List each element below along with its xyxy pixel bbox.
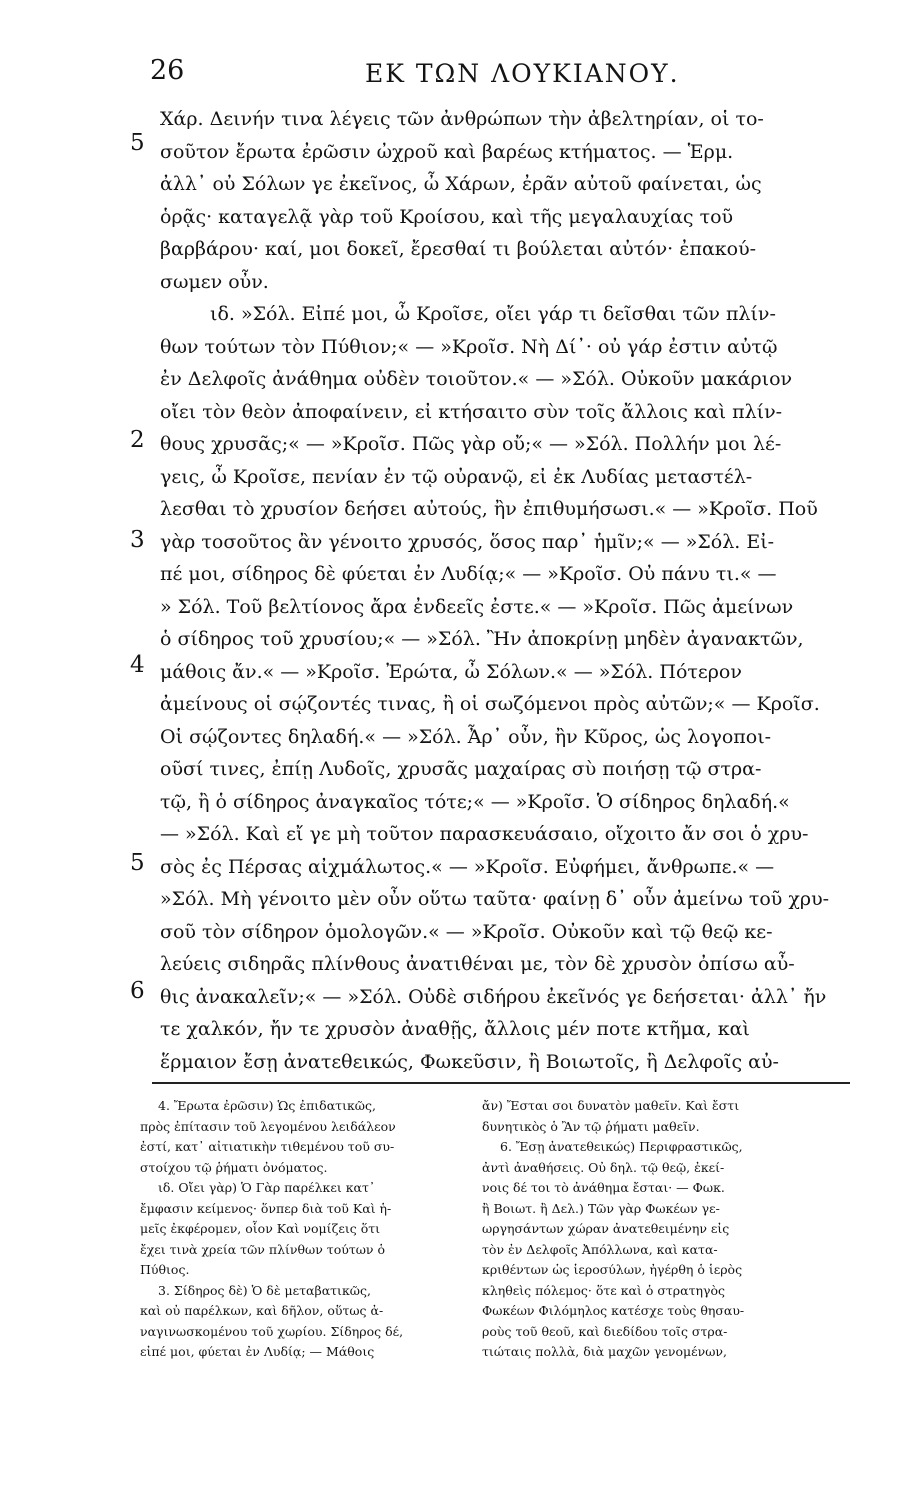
footnote-line: δυνητικὸς ὁ Ἂν τῷ ῥήματι μαθεῖν. xyxy=(482,1118,700,1134)
footnote-line: Φωκέων Φιλόμηλος κατέσχε τοὺς θησαυ- xyxy=(482,1303,745,1318)
page-number: 26 xyxy=(150,55,185,86)
text-line: σοῦ τὸν σίδηρον ὁμολογῶν.« — »Κροῖσ. Οὐκοῦν καὶ τῷ θεῷ κε- xyxy=(160,920,773,943)
footnote-line: τὸν ἐν Δελφοῖς Ἀπόλλωνα, καὶ κατα- xyxy=(482,1241,718,1257)
text-line: ἀλλ᾽ οὐ Σόλων γε ἐκεῖνος, ὦ Χάρων, ἐρᾶν αὐτοῦ φαίνεται, ὡς xyxy=(160,173,762,195)
text-line: Χάρ. Δεινήν τινα λέγεις τῶν ἀνθρώπων τὴν ἀβελτηρίαν, οἱ το- xyxy=(160,108,764,130)
text-line: ἕρμαιον ἔσῃ ἀνατεθεικώς, Φωκεῦσιν, ἢ Βοιωτοῖς, ἢ Δελφοῖς αὐ- xyxy=(160,1050,779,1073)
text-line: γεις, ὦ Κροῖσε, πενίαν ἐν τῷ οὐρανῷ, εἰ ἐκ Λυδίας μεταστέλ- xyxy=(160,465,753,488)
text-line: μάθοις ἄν.« — »Κροῖσ. Ἐρώτα, ὦ Σόλων.« — »Σόλ. Πότερον xyxy=(160,660,742,683)
footnote-line: καὶ οὐ παρέλκων, καὶ δῆλον, οὕτως ἀ- xyxy=(140,1303,384,1318)
text-line: ὁ σίδηρος τοῦ χρυσίου;« — »Σόλ. Ἢν ἀποκρίνῃ μηδὲν ἀγανακτῶν, xyxy=(160,628,804,650)
footnote-line: Πύθιος. xyxy=(140,1262,190,1277)
footnote-line: πρὸς ἐπίτασιν τοῦ λεγομένου λειδάλεον xyxy=(140,1118,396,1134)
footnote-rule xyxy=(152,1082,850,1084)
margin-line-number: 5 xyxy=(130,850,145,876)
footnote-line: νοις δέ τοι τὸ ἀνάθημα ἔσται· — Φωκ. xyxy=(482,1180,725,1195)
footnotes-left-column xyxy=(140,1096,465,1363)
footnote-line: ιδ. Οἴει γὰρ) Ὁ Γὰρ παρέλκει κατ᾽ xyxy=(158,1180,376,1195)
text-line: σοῦτον ἔρωτα ἐρῶσιν ὠχροῦ καὶ βαρέως κτήματος. — Ἑρμ. xyxy=(160,140,734,163)
footnote-line: ἔμφασιν κείμενος· ὅνπερ διὰ τοῦ Καὶ ἡ- xyxy=(140,1200,392,1216)
footnote-line: κριθέντων ὡς ἱεροσύλων, ἠγέρθη ὁ ἱερὸς xyxy=(482,1262,743,1277)
text-line: βαρβάρου· καί, μοι δοκεῖ, ἔρεσθαί τι βούλεται αὐτόν· ἐπακού- xyxy=(160,238,757,260)
footnotes-right-column xyxy=(482,1096,852,1363)
text-line: θων τούτων τὸν Πύθιον;« — »Κροῖσ. Νὴ Δί᾽· οὐ γάρ ἐστιν αὐτῷ xyxy=(160,335,778,358)
text-line: ἐν Δελφοῖς ἀνάθημα οὐδὲν τοιοῦτον.« — »Σόλ. Οὐκοῦν μακάριον xyxy=(160,368,793,390)
footnote-line: ωργησάντων χώραν ἀνατεθειμένην εἰς xyxy=(482,1221,730,1236)
footnote-line: κληθεὶς πόλεμος· ὅτε καὶ ὁ στρατηγὸς xyxy=(482,1282,725,1298)
footnote-line: ἢ Βοιωτ. ἢ Δελ.) Τῶν γὰρ Φωκέων γε- xyxy=(482,1200,720,1216)
text-line: λεσθαι τὸ χρυσίον δεήσει αὐτούς, ἢν ἐπιθυμήσωσι.« — »Κροῖσ. Ποῦ xyxy=(160,498,818,520)
margin-line-number: 2 xyxy=(130,427,145,453)
text-line: οῦσί τινες, ἐπίῃ Λυδοῖς, χρυσᾶς μαχαίρας σὺ ποιήσῃ τῷ στρα- xyxy=(160,758,762,780)
text-line: ιδ. »Σόλ. Εἰπέ μοι, ὦ Κροῖσε, οἴει γάρ τι δεῖσθαι τῶν πλίν- xyxy=(210,303,776,325)
text-line: γὰρ τοσοῦτος ἂν γένοιτο χρυσός, ὅσος παρ᾽ ἡμῖν;« — »Σόλ. Εἰ- xyxy=(160,530,775,553)
margin-line-number: 3 xyxy=(130,527,145,553)
footnote-line: 4. Ἔρωτα ἐρῶσιν) Ὡς ἐπιδατικῶς, xyxy=(158,1098,376,1113)
text-line: οἴει τὸν θεὸν ἀποφαίνειν, εἰ κτήσαιτο σὺν τοῖς ἄλλοις καὶ πλίν- xyxy=(160,400,783,423)
text-line: ὁρᾷς· καταγελᾷ γὰρ τοῦ Κροίσου, καὶ τῆς μεγαλαυχίας τοῦ xyxy=(160,205,734,228)
text-line: σωμεν οὖν. xyxy=(160,270,269,293)
footnote-line: ἀντὶ ἀναθήσεις. Οὐ δηλ. τῷ θεῷ, ἐκεί- xyxy=(482,1159,725,1175)
footnote-line: ἐστί, κατ᾽ αἰτιατικὴν τιθεμένου τοῦ συ- xyxy=(140,1139,395,1154)
footnote-line: 3. Σίδηρος δὲ) Ὁ δὲ μεταβατικῶς, xyxy=(158,1282,371,1298)
footnote-line: εἰπέ μοι, φύεται ἐν Λυδίᾳ; — Μάθοις xyxy=(140,1344,375,1359)
text-line: θις ἀνακαλεῖν;« — »Σόλ. Οὐδὲ σιδήρου ἐκεῖνός γε δεήσεται· ἀλλ᾽ ἤν xyxy=(160,985,827,1008)
text-line: λεύεις σιδηρᾶς πλίνθους ἀνατιθέναι με, τὸν δὲ χρυσὸν ὀπίσω αὖ- xyxy=(160,953,795,975)
text-line: ἀμείνους οἱ σῴζοντές τινας, ἢ οἱ σωζόμενοι πρὸς αὐτῶν;« — Κροῖσ. xyxy=(160,693,820,715)
running-title: ΕΚ ΤΩΝ ΛΟΥΚΙΑΝΟΥ. xyxy=(365,59,680,88)
main-text xyxy=(160,103,850,1078)
text-line: πέ μοι, σίδηρος δὲ φύεται ἐν Λυδίᾳ;« — »Κροῖσ. Οὐ πάνυ τι.« — xyxy=(160,563,777,585)
text-line: » Σόλ. Τοῦ βελτίονος ἄρα ἐνδεεῖς ἐστε.« — »Κροῖσ. Πῶς ἀμείνων xyxy=(160,595,794,618)
footnote-line: 6. Ἔσῃ ἀνατεθεικώς) Περιφραστικῶς, xyxy=(500,1139,743,1154)
text-line: σὸς ἐς Πέρσας αἰχμάλωτος.« — »Κροῖσ. Εὐφήμει, ἄνθρωπε.« — xyxy=(160,855,775,878)
text-line: τῷ, ἢ ὁ σίδηρος ἀναγκαῖος τότε;« — »Κροῖσ. Ὁ σίδηρος δηλαδή.« xyxy=(160,790,790,813)
footnote-line: στοίχου τῷ ῥήματι ὀνόματος. xyxy=(140,1159,328,1175)
footnote-line: ναγινωσκομένου τοῦ χωρίου. Σίδηρος δέ, xyxy=(140,1323,404,1339)
margin-line-number: 5 xyxy=(130,130,145,156)
text-line: »Σόλ. Μὴ γένοιτο μὲν οὖν οὕτω ταῦτα· φαίνῃ δ᾽ οὖν ἀμείνω τοῦ χρυ- xyxy=(160,888,830,910)
footnote-line: τιώταις πολλὰ, διὰ μαχῶν γενομένων, xyxy=(482,1344,727,1359)
footnote-line: ἄν) Ἔσται σοι δυνατὸν μαθεῖν. Καὶ ἔστι xyxy=(482,1098,740,1113)
footnote-line: ροὺς τοῦ θεοῦ, καὶ διεδίδου τοῖς στρα- xyxy=(482,1323,728,1339)
page-header xyxy=(150,55,850,95)
footnote-line: μεῖς ἐκφέρομεν, οἷον Καὶ νομίζεις ὅτι xyxy=(140,1221,381,1236)
footnote-line: ἔχει τινὰ χρεία τῶν πλίνθων τούτων ὁ xyxy=(140,1241,386,1257)
text-line: θους χρυσᾶς;« — »Κροῖσ. Πῶς γὰρ οὔ;« — »Σόλ. Πολλήν μοι λέ- xyxy=(160,433,782,455)
text-line: Οἱ σῴζοντες δηλαδή.« — »Σόλ. Ἆρ᾽ οὖν, ἢν Κῦρος, ὡς λογοποι- xyxy=(160,725,772,748)
text-line: — »Σόλ. Καὶ εἴ γε μὴ τοῦτον παρασκευάσαιο, οἴχοιτο ἄν σοι ὁ χρυ- xyxy=(160,823,809,845)
margin-line-number: 4 xyxy=(130,652,145,678)
text-line: τε χαλκόν, ἤν τε χρυσὸν ἀναθῇς, ἄλλοις μέν ποτε κτῆμα, καὶ xyxy=(160,1018,750,1040)
margin-line-number: 6 xyxy=(130,978,145,1004)
